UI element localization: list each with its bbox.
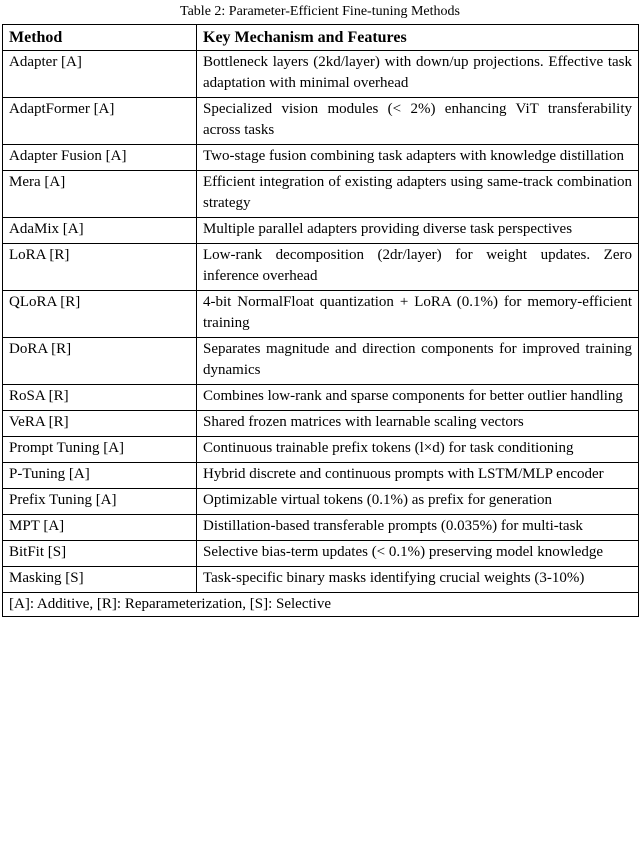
description-cell: Task-specific binary masks identifying crucial weights (3-10%) [197, 567, 639, 593]
header-method: Method [3, 25, 197, 51]
description-cell: Distillation-based transferable prompts (0.035%) for multi-task [197, 515, 639, 541]
table-row [3, 489, 639, 515]
table-row [3, 51, 639, 98]
method-cell: Masking [S] [3, 567, 197, 593]
description-cell: Continuous trainable prefix tokens (l×d) for task conditioning [197, 437, 639, 463]
table-row [3, 218, 639, 244]
table-row [3, 291, 639, 338]
table-caption: Table 2: Parameter-Efficient Fine-tuning Methods [180, 4, 460, 19]
table-row [3, 437, 639, 463]
table-row [3, 98, 639, 145]
method-cell: Adapter Fusion [A] [3, 145, 197, 171]
method-cell: P-Tuning [A] [3, 463, 197, 489]
table-row [3, 385, 639, 411]
description-cell: Selective bias-term updates (< 0.1%) preserving model knowledge [197, 541, 639, 567]
table-body [3, 51, 639, 593]
table-footnote: [A]: Additive, [R]: Reparameterization, [S]: Selective [3, 593, 639, 617]
method-cell: QLoRA [R] [3, 291, 197, 338]
description-cell: Two-stage fusion combining task adapters with knowledge distillation [197, 145, 639, 171]
description-cell: Shared frozen matrices with learnable scaling vectors [197, 411, 639, 437]
method-cell: RoSA [R] [3, 385, 197, 411]
method-cell: AdaptFormer [A] [3, 98, 197, 145]
description-cell: Multiple parallel adapters providing diverse task perspectives [197, 218, 639, 244]
method-cell: Prompt Tuning [A] [3, 437, 197, 463]
description-cell: Efficient integration of existing adapters using same-track combination strategy [197, 171, 639, 218]
table-row [3, 411, 639, 437]
method-cell: Prefix Tuning [A] [3, 489, 197, 515]
table-row [3, 244, 639, 291]
header-row [3, 25, 639, 51]
description-cell: Optimizable virtual tokens (0.1%) as prefix for generation [197, 489, 639, 515]
method-cell: AdaMix [A] [3, 218, 197, 244]
table-row [3, 171, 639, 218]
description-cell: 4-bit NormalFloat quantization + LoRA (0.1%) for memory-efficient training [197, 291, 639, 338]
table-row [3, 515, 639, 541]
method-cell: DoRA [R] [3, 338, 197, 385]
table-row [3, 541, 639, 567]
table-row [3, 338, 639, 385]
description-cell: Combines low-rank and sparse components for better outlier handling [197, 385, 639, 411]
method-cell: VeRA [R] [3, 411, 197, 437]
table-row [3, 567, 639, 593]
method-cell: LoRA [R] [3, 244, 197, 291]
description-cell: Bottleneck layers (2kd/layer) with down/up projections. Effective task adaptation with minimal overhead [197, 51, 639, 98]
method-cell: Mera [A] [3, 171, 197, 218]
methods-table [2, 24, 639, 617]
description-cell: Low-rank decomposition (2dr/layer) for weight updates. Zero inference overhead [197, 244, 639, 291]
description-cell: Separates magnitude and direction components for improved training dynamics [197, 338, 639, 385]
table-row [3, 145, 639, 171]
description-cell: Specialized vision modules (< 2%) enhancing ViT transferability across tasks [197, 98, 639, 145]
method-cell: BitFit [S] [3, 541, 197, 567]
description-cell: Hybrid discrete and continuous prompts with LSTM/MLP encoder [197, 463, 639, 489]
method-cell: MPT [A] [3, 515, 197, 541]
table-row [3, 463, 639, 489]
method-cell: Adapter [A] [3, 51, 197, 98]
header-features: Key Mechanism and Features [197, 25, 639, 51]
footnote-row [3, 593, 639, 617]
